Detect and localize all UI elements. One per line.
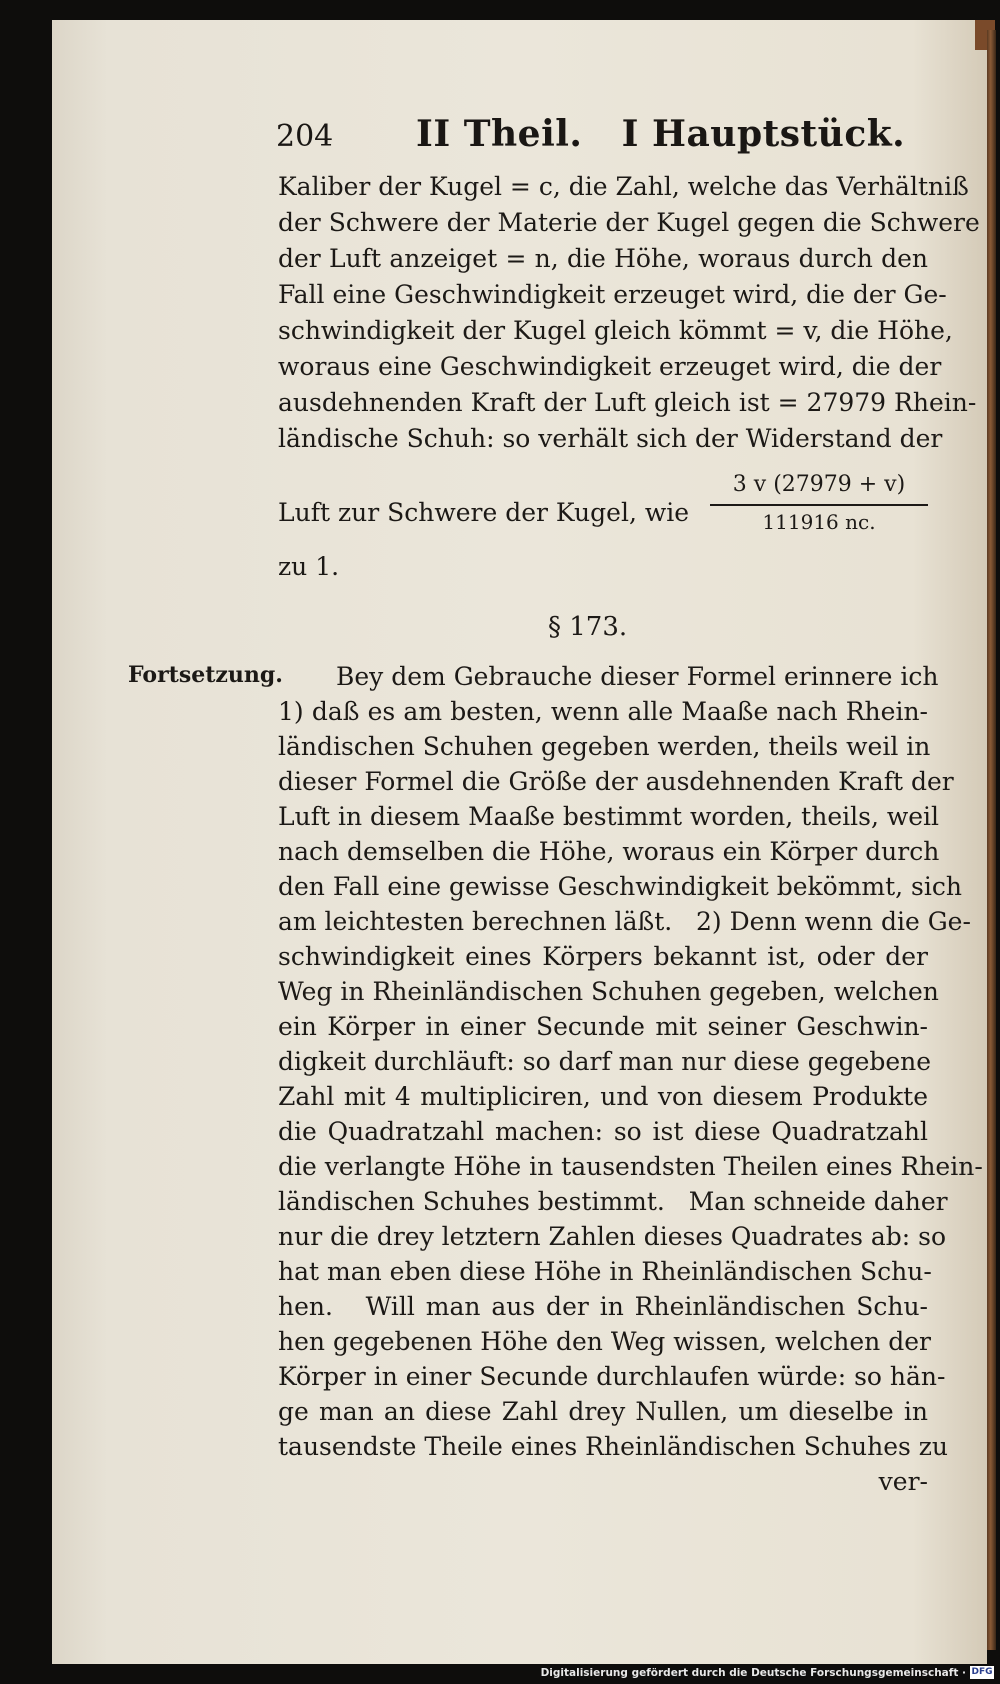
- text-line: schwindigkeit eines Körpers bekannt ist, oder der: [278, 942, 928, 971]
- text-line: ländischen Schuhen gegeben werden, theils weil in: [278, 732, 931, 761]
- text-line: Luft in diesem Maaße bestimmt worden, theils, weil: [278, 802, 940, 831]
- text-line: Zahl mit 4 multipliciren, und von diesem Produkte: [278, 1082, 928, 1111]
- text-line: die verlangte Höhe in tausendsten Theilen eines Rhein-: [278, 1152, 983, 1181]
- text-line: 1) daß es am besten, wenn alle Maaße nach Rhein-: [278, 697, 928, 726]
- binding-edge: [987, 30, 996, 1650]
- text-line: Körper in einer Secunde durchlaufen würde: so hän-: [278, 1362, 946, 1391]
- text-line: nur die drey letztern Zahlen dieses Quadrates ab: so: [278, 1222, 947, 1251]
- footer-credit: Digitalisierung gefördert durch die Deutsche Forschungsgemeinschaft ·: [540, 1667, 966, 1679]
- text-line: dieser Formel die Größe der ausdehnenden Kraft der: [278, 767, 954, 796]
- text-line: ausdehnenden Kraft der Luft gleich ist = 27979 Rhein-: [278, 388, 977, 417]
- paragraph-1-end: zu 1.: [278, 552, 340, 581]
- text-line: ein Körper in einer Secunde mit seiner Geschwin-: [278, 1012, 928, 1041]
- text-line: Weg in Rheinländischen Schuhen gegeben, welchen: [278, 977, 939, 1006]
- text-line: der Schwere der Materie der Kugel gegen die Schwere: [278, 208, 980, 237]
- text-line: hen gegebenen Höhe den Weg wissen, welchen der: [278, 1327, 931, 1356]
- text-line: woraus eine Geschwindigkeit erzeuget wird, die der: [278, 352, 942, 381]
- formula-lead-text: Luft zur Schwere der Kugel, wie: [278, 498, 690, 527]
- fraction-denominator: 111916 nc.: [762, 510, 876, 534]
- text-line: der Luft anzeiget = n, die Höhe, woraus durch den: [278, 244, 928, 273]
- text-line: Bey dem Gebrauche dieser Formel erinnere ich: [336, 662, 939, 691]
- text-line: am leichtesten berechnen läßt. 2) Denn wenn die Ge-: [278, 907, 971, 936]
- text-line: den Fall eine gewisse Geschwindigkeit bekömmt, sich: [278, 872, 962, 901]
- text-line: schwindigkeit der Kugel gleich kömmt = v, die Höhe,: [278, 316, 953, 345]
- text-line: tausendste Theile eines Rheinländischen Schuhes zu: [278, 1432, 949, 1461]
- page-header: [276, 113, 906, 161]
- fraction-numerator: 3 v (27979 + v): [732, 472, 906, 497]
- catchword: ver-: [878, 1467, 928, 1496]
- fraction: [710, 472, 928, 542]
- text-line: nach demselben die Höhe, woraus ein Körper durch: [278, 837, 940, 866]
- fraction-bar: [710, 504, 928, 506]
- text-line: Fall eine Geschwindigkeit erzeuget wird, die der Ge-: [278, 280, 947, 309]
- paragraph-2: [278, 662, 983, 1512]
- text-line: digkeit durchläuft: so darf man nur diese gegebene: [278, 1047, 932, 1076]
- text-line: ländische Schuh: so verhält sich der Widerstand der: [278, 424, 943, 453]
- text-line: Kaliber der Kugel = c, die Zahl, welche das Verhältniß: [278, 172, 969, 201]
- formula-line: [278, 472, 928, 542]
- text-line: ge man an diese Zahl drey Nullen, um dieselbe in: [278, 1397, 928, 1426]
- text-line: die Quadratzahl machen: so ist diese Quadratzahl: [278, 1117, 928, 1146]
- dfg-logo: DFG: [971, 1667, 993, 1677]
- page-number: 204: [276, 119, 334, 154]
- section-number: § 173.: [548, 612, 628, 642]
- text-line: hat man eben diese Höhe in Rheinländischen Schu-: [278, 1257, 932, 1286]
- text-line: hen. Will man aus der in Rheinländischen Schu-: [278, 1292, 928, 1321]
- margin-note: Fortsetzung.: [128, 662, 283, 688]
- paragraph-1: [278, 172, 980, 462]
- text-line: ländischen Schuhes bestimmt. Man schneide daher: [278, 1187, 948, 1216]
- running-head: II Theil. I Hauptstück.: [416, 113, 906, 155]
